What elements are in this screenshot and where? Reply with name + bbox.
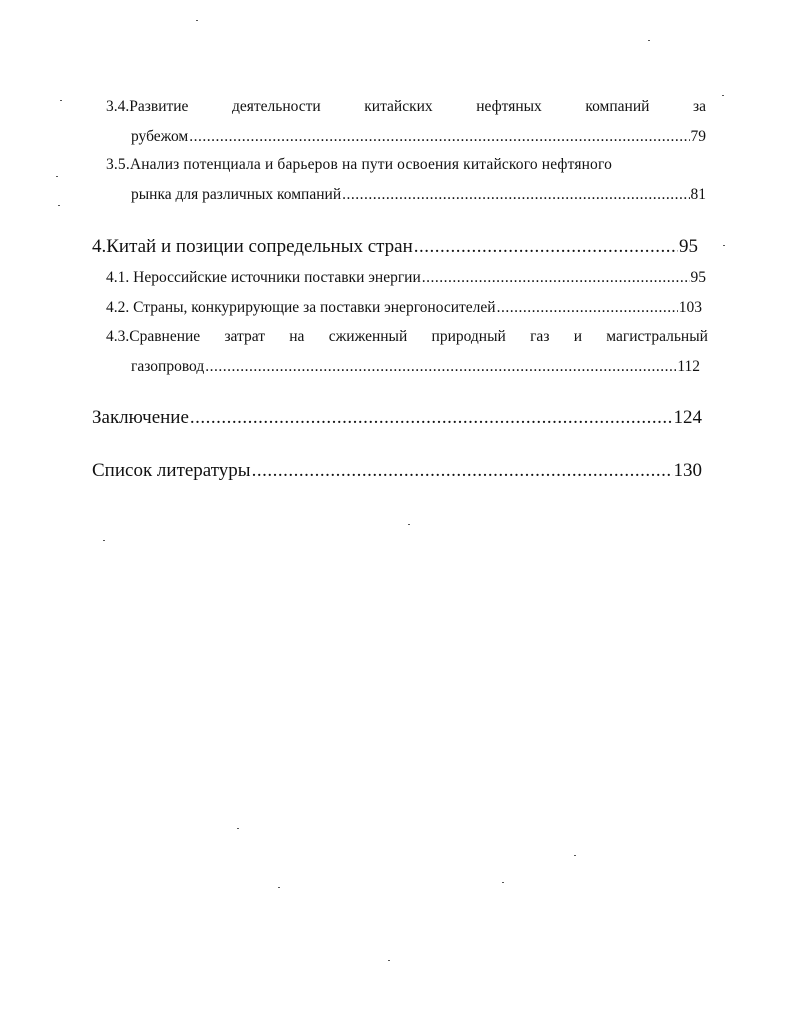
toc-word: за — [692, 98, 706, 115]
toc-entry-3-4-line1 — [106, 98, 706, 116]
toc-entry-3-5-line2 — [131, 186, 706, 204]
toc-word: сжиженный — [328, 328, 408, 345]
toc-entry-text: рынка для различных компаний — [131, 186, 342, 203]
toc-word: деятельности — [231, 98, 321, 115]
toc-entry-4-1 — [106, 269, 706, 287]
toc-page-number: 103 — [678, 299, 702, 316]
dot-leader — [422, 269, 690, 287]
toc-word: компаний — [585, 98, 650, 115]
toc-entry-3-5-line1 — [106, 156, 708, 174]
scan-speck — [408, 524, 410, 525]
scan-speck — [648, 40, 650, 41]
toc-entry-text: газопровод — [131, 358, 205, 375]
scan-speck — [388, 960, 390, 961]
scan-speck — [574, 855, 576, 856]
scan-speck — [722, 95, 724, 96]
toc-entry-text: 4.2. Страны, конкурирующие за поставки энергоносителей — [106, 299, 496, 316]
toc-page-number: 95 — [679, 236, 698, 257]
scan-speck — [60, 100, 62, 101]
dot-leader — [342, 186, 689, 204]
toc-entry-text: Список литературы — [92, 460, 251, 481]
toc-entry-text: рубежом — [131, 128, 189, 145]
toc-entry-text: 3.5.Анализ потенциала и барьеров на пути освоения китайского нефтяного — [106, 156, 612, 173]
dot-leader — [252, 460, 673, 482]
toc-word: природный — [431, 328, 506, 345]
toc-entry-text: Заключение — [92, 407, 189, 428]
toc-word: на — [289, 328, 305, 345]
scan-speck — [237, 828, 239, 829]
dot-leader — [497, 299, 678, 317]
dot-leader — [190, 407, 673, 429]
toc-entry-text: 4.1. Нероссийские источники поставки энергии — [106, 269, 421, 286]
toc-entry-conclusion — [92, 407, 702, 429]
toc-word: затрат — [224, 328, 266, 345]
toc-entry-references — [92, 460, 702, 482]
scan-speck — [723, 245, 725, 246]
scan-speck — [58, 205, 60, 206]
toc-entry-4 — [92, 236, 698, 258]
toc-entry-4-2 — [106, 299, 702, 317]
toc-word: нефтяных — [476, 98, 542, 115]
toc-word: 4.3.Сравнение — [106, 328, 201, 345]
scan-speck — [502, 882, 504, 883]
toc-page-number: 81 — [690, 186, 706, 203]
toc-page-number: 95 — [690, 269, 706, 286]
toc-word: китайских — [364, 98, 433, 115]
toc-word: и — [573, 328, 582, 345]
toc-entry-4-3-line1 — [106, 328, 708, 346]
dot-leader — [189, 128, 689, 146]
toc-page-number: 124 — [673, 407, 702, 428]
toc-page-number: 130 — [673, 460, 702, 481]
toc-word: 3.4.Развитие — [106, 98, 189, 115]
toc-word: газ — [530, 328, 550, 345]
toc-page-number: 112 — [677, 358, 700, 375]
scan-speck — [103, 540, 105, 541]
toc-entry-text: 4.Китай и позиции сопредельных стран — [92, 236, 413, 257]
scan-speck — [56, 176, 58, 177]
scan-speck — [278, 887, 280, 888]
toc-page-number: 79 — [690, 128, 706, 145]
toc-entry-4-3-line2 — [131, 358, 700, 376]
toc-entry-3-4-line2 — [131, 128, 706, 146]
scan-speck — [196, 20, 198, 21]
dot-leader — [414, 236, 678, 258]
toc-word: магистральный — [606, 328, 708, 345]
dot-leader — [205, 358, 676, 376]
